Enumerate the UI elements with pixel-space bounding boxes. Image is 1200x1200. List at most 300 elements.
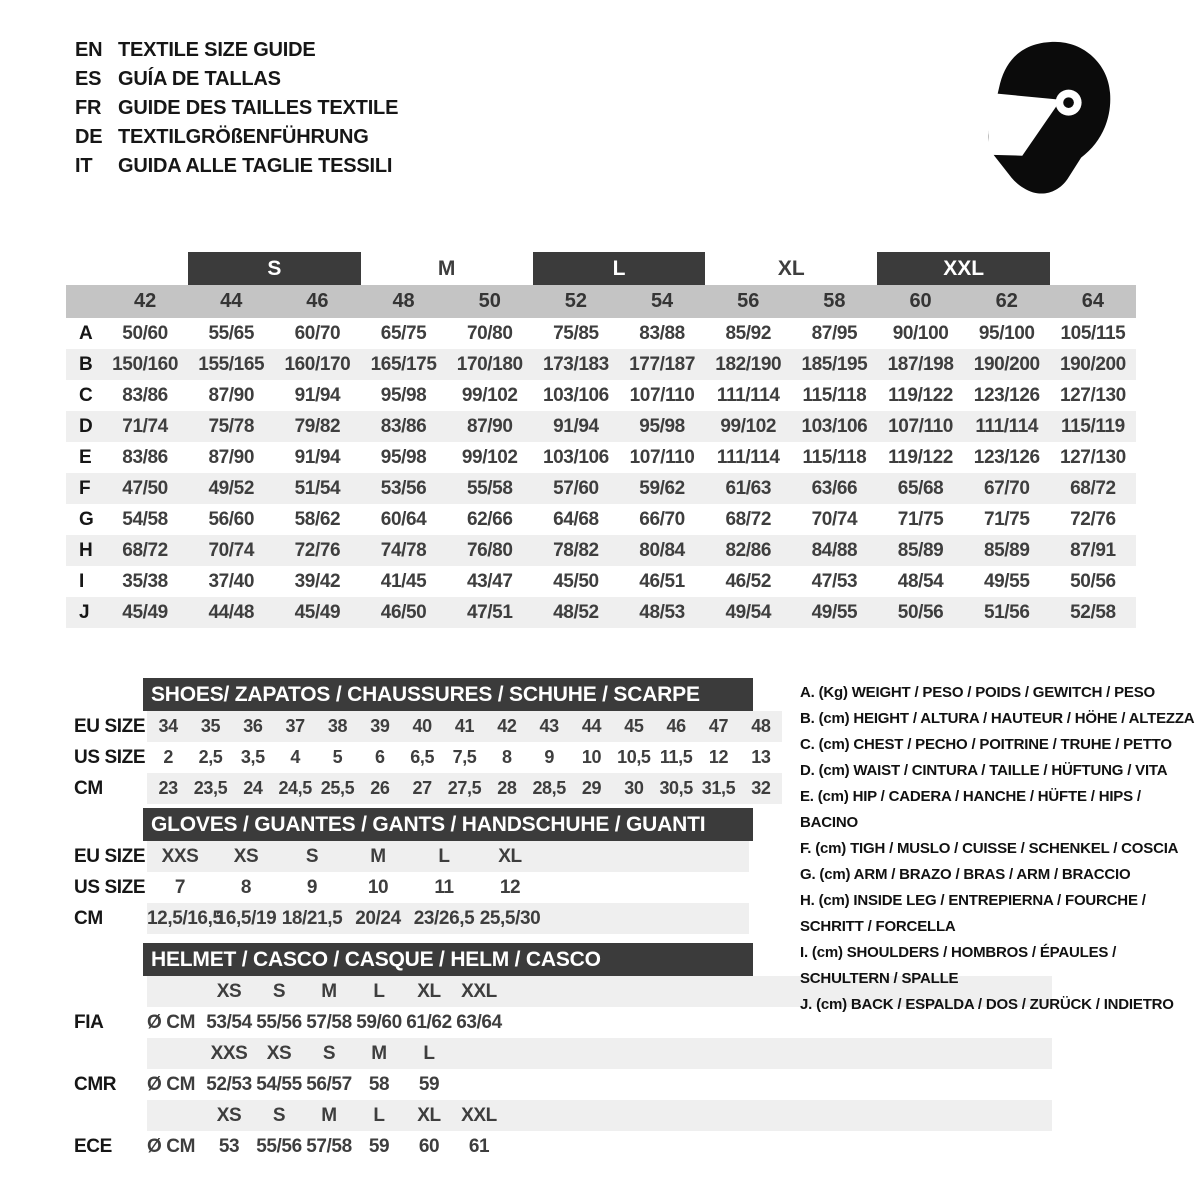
language-row xyxy=(75,152,398,181)
size-value-cell: 27,5 xyxy=(447,778,482,798)
helmet-standard-row-ece xyxy=(70,1131,1052,1162)
size-value-cell: 190/200 xyxy=(973,353,1040,375)
size-value-cell: 23/26,5 xyxy=(413,907,475,929)
size-value-cell: 72/76 xyxy=(1070,508,1116,530)
size-value-cell: 68/72 xyxy=(1070,477,1116,499)
size-value-cell: 119/122 xyxy=(888,446,953,468)
size-value-cell: 58/62 xyxy=(294,508,341,530)
size-value-cell: 23 xyxy=(158,778,178,798)
size-value-cell: 42 xyxy=(497,716,517,736)
row-label: EU SIZE xyxy=(74,715,146,737)
measurement-row-b xyxy=(66,349,1136,380)
measurement-row-d xyxy=(66,411,1136,442)
size-value-cell: 32 xyxy=(751,778,771,798)
measurement-row-label: F xyxy=(79,477,91,499)
size-value-cell: 18/21,5 xyxy=(281,907,343,929)
helmet-size-header: XXS xyxy=(210,1042,248,1064)
size-value-cell: 84/88 xyxy=(811,539,858,561)
size-value-cell: 111/114 xyxy=(716,446,780,468)
numeric-size-header-row xyxy=(66,285,1136,318)
size-value-cell: 10 xyxy=(581,747,602,767)
size-value-cell: 127/130 xyxy=(1059,384,1126,406)
size-value-cell: 127/130 xyxy=(1059,446,1126,468)
gloves-title-row xyxy=(70,808,753,841)
size-value-cell: 39 xyxy=(370,716,390,736)
size-value-cell: 23,5 xyxy=(193,778,228,798)
size-value-cell: 50/56 xyxy=(897,601,944,623)
size-value-cell: 25,5/30 xyxy=(479,907,541,929)
size-value-cell: 46/50 xyxy=(380,601,427,623)
gloves-row xyxy=(70,872,753,903)
size-value-cell: 65/75 xyxy=(380,322,427,344)
size-value-cell: 68/72 xyxy=(122,539,168,561)
size-value-cell: 53/56 xyxy=(380,477,427,499)
size-value-cell: 37/40 xyxy=(208,570,255,592)
size-value-cell: 59/60 xyxy=(356,1011,402,1033)
size-value-cell: 70/74 xyxy=(811,508,858,530)
unit-label: Ø CM xyxy=(147,1011,196,1033)
size-value-cell: 64/68 xyxy=(553,508,599,530)
size-value-cell: 12 xyxy=(499,876,521,898)
size-value-cell: 72/76 xyxy=(294,539,341,561)
size-value-cell: 16,5/19 xyxy=(215,907,277,929)
size-value-cell: 177/187 xyxy=(629,353,696,375)
language-code: ES xyxy=(75,68,102,90)
size-group-xxl: XXL xyxy=(877,252,1049,285)
shoes-section xyxy=(70,678,782,804)
measurement-row-label: D xyxy=(79,415,93,437)
size-value-cell: 38 xyxy=(327,716,348,736)
size-value-cell: 85/89 xyxy=(983,539,1030,561)
size-value-cell: 52/53 xyxy=(206,1073,252,1095)
helmet-size-header: L xyxy=(373,980,385,1002)
size-value-cell: 46 xyxy=(666,716,686,736)
helmet-size-header: XS xyxy=(216,1104,242,1126)
measurement-row-c xyxy=(66,380,1136,411)
size-value-cell: 91/94 xyxy=(294,384,341,406)
helmet-size-header: S xyxy=(272,980,286,1002)
size-value-cell: 60 xyxy=(418,1135,440,1157)
size-value-cell: 49/55 xyxy=(983,570,1030,592)
size-value-cell: 11,5 xyxy=(659,747,693,767)
size-value-cell: 68/72 xyxy=(725,508,772,530)
size-value-cell: 6,5 xyxy=(410,747,435,767)
size-value-cell: 99/102 xyxy=(461,446,518,468)
size-value-cell: 160/170 xyxy=(284,353,351,375)
size-value-cell: 2,5 xyxy=(198,747,223,767)
size-value-cell: 13 xyxy=(751,747,771,767)
size-value-cell: 95/98 xyxy=(380,384,427,406)
size-value-cell: 85/89 xyxy=(897,539,944,561)
size-value-cell: 43/47 xyxy=(466,570,513,592)
measurement-row-label: C xyxy=(79,384,93,406)
size-value-cell: 46/52 xyxy=(725,570,772,592)
measurement-row-f xyxy=(66,473,1136,504)
helmet-title-bar: HELMET / CASCO / CASQUE / HELM / CASCO xyxy=(143,943,753,976)
size-value-cell: 49/54 xyxy=(725,601,772,623)
size-value-cell: 76/80 xyxy=(466,539,513,561)
size-value-cell: 123/126 xyxy=(973,384,1040,406)
shoes-row xyxy=(70,742,782,773)
size-value-cell: 71/75 xyxy=(983,508,1030,530)
size-value-cell: 87/90 xyxy=(466,415,513,437)
size-value-cell: 111/114 xyxy=(975,415,1039,437)
helmet-size-band-cmr xyxy=(70,1038,1052,1069)
size-value-cell: 50/60 xyxy=(122,322,168,344)
size-value-cell: 115/118 xyxy=(802,446,867,468)
size-value-cell: 40 xyxy=(412,716,432,736)
size-value-cell: 10 xyxy=(367,876,389,898)
measurement-row-label: I xyxy=(79,570,84,592)
legend-item: G. (cm) ARM / BRAZO / BRAS / ARM / BRACCIO xyxy=(800,866,1131,883)
measurement-row-label: H xyxy=(79,539,93,561)
size-value-cell: 87/91 xyxy=(1070,539,1116,561)
language-code: FR xyxy=(75,97,102,119)
textile-size-table xyxy=(66,252,1136,628)
size-value-cell: 34 xyxy=(158,716,178,736)
size-value-cell: 41 xyxy=(454,716,475,736)
size-value-cell: 28 xyxy=(497,778,517,798)
size-value-cell: 85/92 xyxy=(725,322,772,344)
size-value-cell: 7 xyxy=(174,876,186,898)
size-value-cell: 107/110 xyxy=(629,384,695,406)
size-value-cell: 53/54 xyxy=(206,1011,252,1033)
size-group-s: S xyxy=(188,252,360,285)
shoes-values xyxy=(147,711,782,742)
helmet-size-header: S xyxy=(272,1104,286,1126)
gloves-rows xyxy=(70,841,753,934)
size-value-cell: XXS xyxy=(161,845,199,867)
size-value-cell: 8 xyxy=(240,876,252,898)
size-value-cell: 91/94 xyxy=(294,446,341,468)
helmet-size-header: M xyxy=(371,1042,387,1064)
size-value-cell: 107/110 xyxy=(888,415,953,437)
gloves-row xyxy=(70,903,753,934)
size-value-cell: 63/66 xyxy=(811,477,858,499)
size-value-cell: 70/74 xyxy=(208,539,255,561)
numeric-size-header: 50 xyxy=(478,290,501,312)
size-value-cell: 45 xyxy=(624,716,644,736)
size-value-cell: 63/64 xyxy=(456,1011,502,1033)
size-value-cell: 83/86 xyxy=(380,415,427,437)
size-value-cell: 45/49 xyxy=(294,601,341,623)
row-label: EU SIZE xyxy=(74,845,146,867)
legend-item: D. (cm) WAIST / CINTURA / TAILLE / HÜFTUNG / VITA xyxy=(800,762,1168,779)
language-row xyxy=(75,94,398,123)
racing-helmet-icon xyxy=(978,38,1136,207)
standard-label: CMR xyxy=(74,1073,117,1095)
size-value-cell: 115/118 xyxy=(802,384,867,406)
size-value-cell: 56/60 xyxy=(208,508,255,530)
size-value-cell: 71/74 xyxy=(122,415,168,437)
size-value-cell: 60/64 xyxy=(380,508,427,530)
helmet-size-header: S xyxy=(322,1042,336,1064)
size-value-cell: 48 xyxy=(751,716,771,736)
size-value-cell: 61/63 xyxy=(725,477,772,499)
size-value-cell: 57/60 xyxy=(553,477,599,499)
size-value-cell: 107/110 xyxy=(629,446,695,468)
language-title-block xyxy=(75,36,398,181)
size-value-cell: 59/62 xyxy=(639,477,685,499)
measurement-row-e xyxy=(66,442,1136,473)
size-value-cell: 48/54 xyxy=(897,570,944,592)
size-value-cell: 182/190 xyxy=(715,353,782,375)
size-value-cell: 51/54 xyxy=(294,477,341,499)
size-value-cell: 61 xyxy=(468,1135,490,1157)
size-value-cell: 62/66 xyxy=(466,508,513,530)
size-value-cell: 123/126 xyxy=(973,446,1040,468)
size-value-cell: 37 xyxy=(285,716,305,736)
size-value-cell: 5 xyxy=(332,747,343,767)
size-value-cell: 111/114 xyxy=(716,384,780,406)
measurement-row-a xyxy=(66,318,1136,349)
gloves-values xyxy=(147,872,749,903)
size-value-cell: 150/160 xyxy=(112,353,179,375)
language-title: GUIDA ALLE TAGLIE TESSILI xyxy=(118,155,393,177)
shoes-values xyxy=(147,773,782,804)
size-value-cell: 25,5 xyxy=(320,778,355,798)
language-code: EN xyxy=(75,39,103,61)
size-value-cell: 119/122 xyxy=(888,384,953,406)
helmet-size-header: M xyxy=(321,1104,337,1126)
helmet-size-header: XS xyxy=(266,1042,292,1064)
size-value-cell: 30,5 xyxy=(659,778,693,798)
numeric-size-header: 46 xyxy=(306,290,329,312)
size-value-cell: 65/68 xyxy=(897,477,944,499)
size-value-cell: 44 xyxy=(581,716,602,736)
size-value-cell: 57/58 xyxy=(306,1011,352,1033)
measurement-row-j xyxy=(66,597,1136,628)
helmet-values xyxy=(147,1069,1052,1100)
size-value-cell: 99/102 xyxy=(461,384,518,406)
size-value-cell: 30 xyxy=(624,778,644,798)
row-label: CM xyxy=(74,907,103,929)
language-title: TEXTILE SIZE GUIDE xyxy=(118,39,316,61)
size-value-cell: 55/56 xyxy=(256,1135,302,1157)
gloves-row xyxy=(70,841,753,872)
size-value-cell: 2 xyxy=(163,747,173,767)
size-value-cell: 71/75 xyxy=(897,508,944,530)
size-value-cell: 54/55 xyxy=(256,1073,302,1095)
size-value-cell: 87/90 xyxy=(208,446,255,468)
size-value-cell: 58 xyxy=(368,1073,390,1095)
size-value-cell: 35 xyxy=(200,716,221,736)
size-value-cell: 48/52 xyxy=(553,601,599,623)
shoes-row xyxy=(70,773,782,804)
numeric-size-header: 64 xyxy=(1081,290,1105,312)
measurement-legend xyxy=(800,680,1200,1018)
size-value-cell: 173/183 xyxy=(542,353,609,375)
unit-label: Ø CM xyxy=(147,1135,196,1157)
size-value-cell: 115/119 xyxy=(1061,415,1125,437)
language-row xyxy=(75,65,398,94)
numeric-size-header: 52 xyxy=(564,290,588,312)
row-label: US SIZE xyxy=(74,746,146,768)
size-value-cell: 95/98 xyxy=(380,446,427,468)
numeric-size-header: 54 xyxy=(650,290,674,312)
language-title: GUÍA DE TALLAS xyxy=(118,68,281,90)
measurement-row-label: B xyxy=(79,353,93,375)
size-value-cell: XL xyxy=(498,845,522,867)
size-value-cell: 83/88 xyxy=(639,322,685,344)
size-value-cell: 24 xyxy=(243,778,263,798)
standard-label: FIA xyxy=(74,1011,104,1033)
helmet-size-headers xyxy=(147,1100,1052,1131)
size-value-cell: 48/53 xyxy=(639,601,685,623)
size-value-cell: 45/50 xyxy=(553,570,599,592)
legend-item: C. (cm) CHEST / PECHO / POITRINE / TRUHE / PETTO xyxy=(800,736,1172,753)
size-value-cell: 61/62 xyxy=(406,1011,452,1033)
legend-item: A. (Kg) WEIGHT / PESO / POIDS / GEWITCH / PESO xyxy=(800,684,1155,701)
size-value-cell: 55/56 xyxy=(256,1011,302,1033)
size-value-cell: 95/100 xyxy=(978,322,1035,344)
size-group-m: M xyxy=(437,257,456,280)
size-value-cell: 87/95 xyxy=(811,322,858,344)
size-value-cell: 59 xyxy=(368,1135,390,1157)
size-value-cell: 47/53 xyxy=(811,570,858,592)
language-row xyxy=(75,36,398,65)
size-value-cell: 26 xyxy=(370,778,390,798)
size-value-cell: 36 xyxy=(243,716,263,736)
size-value-cell: 67/70 xyxy=(983,477,1030,499)
gloves-title-bar: GLOVES / GUANTES / GANTS / HANDSCHUHE / GUANTI xyxy=(143,808,753,841)
size-value-cell: 49/55 xyxy=(811,601,858,623)
size-value-cell: 91/94 xyxy=(553,415,599,437)
size-value-cell: 55/65 xyxy=(208,322,255,344)
legend-item: E. (cm) HIP / CADERA / HANCHE / HÜFTE / HIPS / BACINO xyxy=(800,788,1141,831)
measurement-row-label: J xyxy=(79,601,90,623)
size-value-cell: 190/200 xyxy=(1059,353,1126,375)
helmet-size-header: XL xyxy=(417,1104,441,1126)
helmet-size-header: XXL xyxy=(461,1104,497,1126)
size-value-cell: 24,5 xyxy=(278,778,312,798)
size-value-cell: 80/84 xyxy=(639,539,685,561)
size-value-cell: 56/57 xyxy=(306,1073,352,1095)
size-value-cell: 4 xyxy=(290,747,300,767)
size-value-cell: 82/86 xyxy=(725,539,772,561)
size-group-header-row xyxy=(66,252,1136,285)
size-group-l: L xyxy=(533,252,705,285)
language-title: TEXTILGRÖßENFÜHRUNG xyxy=(118,126,369,148)
size-value-cell: 79/82 xyxy=(294,415,341,437)
language-row xyxy=(75,123,398,152)
size-value-cell: 99/102 xyxy=(720,415,777,437)
size-value-cell: 74/78 xyxy=(380,539,427,561)
measurement-row-label: E xyxy=(79,446,92,468)
helmet-values xyxy=(147,1131,1052,1162)
size-value-cell: 54/58 xyxy=(122,508,168,530)
measurement-row-h xyxy=(66,535,1136,566)
size-value-cell: 47/51 xyxy=(466,601,513,623)
size-value-cell: 41/45 xyxy=(380,570,427,592)
size-value-cell: 45/49 xyxy=(122,601,168,623)
helmet-size-band-ece xyxy=(70,1100,1052,1131)
helmet-size-header: XS xyxy=(216,980,242,1002)
size-value-cell: 75/78 xyxy=(208,415,255,437)
helmet-size-header: L xyxy=(373,1104,385,1126)
legend-item: H. (cm) INSIDE LEG / ENTREPIERNA / FOURCHE / SCHRITT / FORCELLA xyxy=(800,892,1146,935)
size-value-cell: 46/51 xyxy=(639,570,685,592)
helmet-size-header: XXL xyxy=(461,980,497,1002)
size-value-cell: 155/165 xyxy=(198,353,265,375)
size-value-cell: 185/195 xyxy=(801,353,868,375)
size-value-cell: 52/58 xyxy=(1070,601,1116,623)
legend-item: B. (cm) HEIGHT / ALTURA / HAUTEUR / HÖHE / ALTEZZA xyxy=(800,710,1195,727)
row-label: CM xyxy=(74,777,103,799)
size-value-cell: 105/115 xyxy=(1060,322,1126,344)
size-value-cell: 29 xyxy=(581,778,602,798)
size-value-cell: 28,5 xyxy=(532,778,566,798)
helmet-size-headers xyxy=(147,1038,1052,1069)
size-value-cell: 9 xyxy=(306,876,318,898)
helmet-size-header: L xyxy=(423,1042,435,1064)
language-code: DE xyxy=(75,126,103,148)
numeric-size-header: 60 xyxy=(909,290,932,312)
numeric-size-header: 44 xyxy=(220,290,243,312)
size-value-cell: 10,5 xyxy=(617,747,651,767)
size-value-cell: 103/106 xyxy=(542,384,609,406)
size-value-cell: 35/38 xyxy=(122,570,168,592)
size-value-cell: 165/175 xyxy=(370,353,437,375)
size-value-cell: 187/198 xyxy=(887,353,954,375)
size-value-cell: 103/106 xyxy=(542,446,609,468)
shoes-values xyxy=(147,742,782,773)
numeric-size-header: 62 xyxy=(995,290,1018,312)
size-value-cell: L xyxy=(438,845,450,867)
legend-item: F. (cm) TIGH / MUSLO / CUISSE / SCHENKEL / COSCIA xyxy=(800,840,1179,857)
size-value-cell: 39/42 xyxy=(294,570,341,592)
shoes-rows xyxy=(70,711,782,804)
size-value-cell: 95/98 xyxy=(639,415,685,437)
language-title: GUIDE DES TAILLES TEXTILE xyxy=(118,97,399,119)
size-value-cell: 20/24 xyxy=(355,907,401,929)
numeric-size-header: 56 xyxy=(737,290,760,312)
size-value-cell: S xyxy=(305,845,319,867)
gloves-values xyxy=(147,841,749,872)
numeric-size-header: 48 xyxy=(392,290,415,312)
size-value-cell: XS xyxy=(233,845,259,867)
unit-label: Ø CM xyxy=(147,1073,196,1095)
size-value-cell: 70/80 xyxy=(466,322,513,344)
numeric-size-header: 42 xyxy=(133,290,157,312)
size-value-cell: 103/106 xyxy=(801,415,868,437)
standard-label: ECE xyxy=(74,1135,112,1157)
size-value-cell: 27 xyxy=(412,778,432,798)
shoes-row xyxy=(70,711,782,742)
size-value-cell: 3,5 xyxy=(240,747,265,767)
size-value-cell: 83/86 xyxy=(122,446,168,468)
size-value-cell: 8 xyxy=(502,747,512,767)
size-value-cell: 90/100 xyxy=(892,322,949,344)
size-value-cell: 57/58 xyxy=(306,1135,352,1157)
shoes-title-row xyxy=(70,678,782,711)
size-value-cell: 12 xyxy=(708,747,729,767)
helmet-standard-row-cmr xyxy=(70,1069,1052,1100)
size-value-cell: 47/50 xyxy=(122,477,168,499)
measurement-row-i xyxy=(66,566,1136,597)
measurement-row-label: A xyxy=(79,322,93,344)
size-value-cell: 66/70 xyxy=(639,508,685,530)
size-value-cell: 9 xyxy=(544,747,554,767)
language-code: IT xyxy=(75,155,93,177)
size-value-cell: 55/58 xyxy=(466,477,513,499)
size-value-cell: 53 xyxy=(218,1135,240,1157)
size-value-cell: 78/82 xyxy=(553,539,599,561)
legend-item: J. (cm) BACK / ESPALDA / DOS / ZURÜCK / INDIETRO xyxy=(800,996,1174,1013)
size-value-cell: 31,5 xyxy=(701,778,736,798)
size-value-cell: 87/90 xyxy=(208,384,255,406)
size-group-xl: XL xyxy=(777,257,805,280)
